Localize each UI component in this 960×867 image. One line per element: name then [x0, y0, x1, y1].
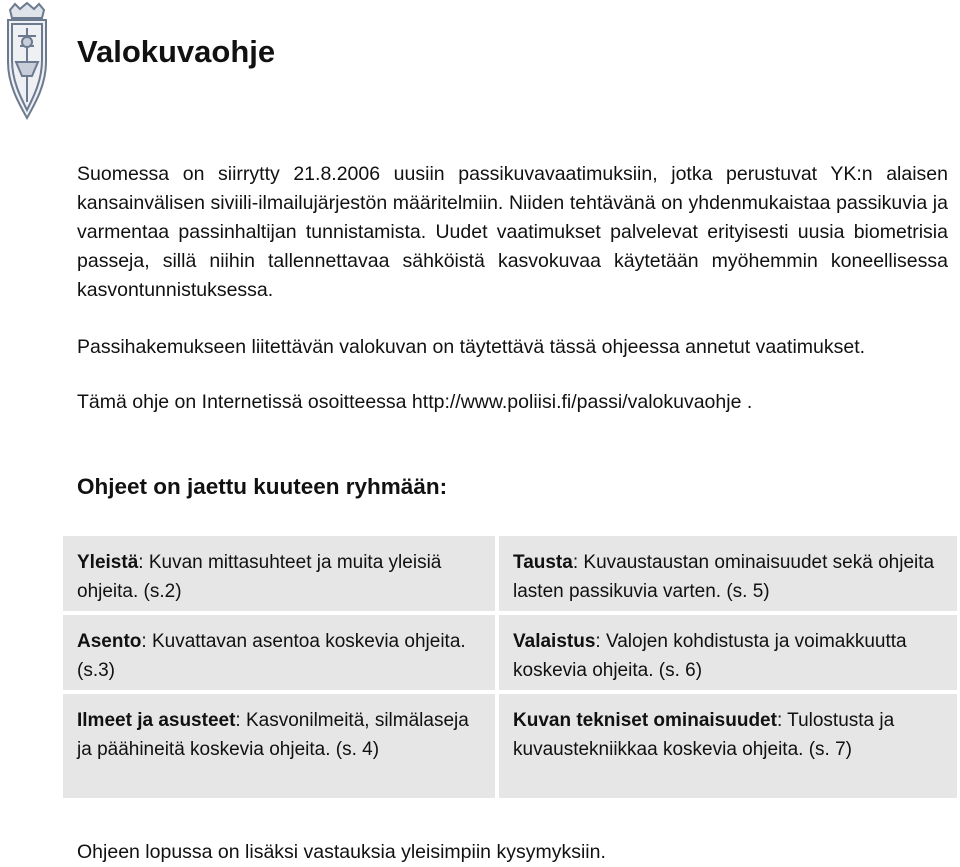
- group-heading: Valaistus: [513, 631, 596, 652]
- internet-address-paragraph: Tämä ohje on Internetissä osoitteessa http://www.poliisi.fi/passi/valokuvaohje .: [77, 391, 753, 413]
- group-description: : Kasvonilmeitä, silmälaseja ja päähineitä koskevia ohjeita. (s. 4): [77, 710, 469, 760]
- group-description: : Valojen kohdistusta ja voimakkuutta koskevia ohjeita. (s. 6): [513, 631, 907, 681]
- group-description: : Kuvaustaustan ominaisuudet sekä ohjeita lasten passikuvia varten. (s. 5): [513, 552, 935, 602]
- intro-paragraph: Suomessa on siirrytty 21.8.2006 uusiin passikuvavaatimuksiin, jotka perustuvat YK:n alaisen kansainvälisen siviili-ilmailujärjestön määritelmiin. Niiden tehtävänä on yhdenmukaistaa passikuvia ja varmentaa passinhaltijan tunnistamista. Uudet vaatimukset palvelevat erityisesti uusia biometrisia passeja, sillä niihin tallennettavaa sähköistä kasvokuvaa käytetään myöhemmin koneellisessa kasvontunnistuksessa.: [77, 163, 948, 301]
- group-heading: Kuvan tekniset ominaisuudet: [513, 710, 777, 731]
- footer-note: Ohjeen lopussa on lisäksi vastauksia yleisimpiin kysymyksiin.: [77, 841, 606, 863]
- group-heading: Asento: [77, 631, 142, 652]
- group-card-background: [499, 536, 957, 611]
- group-card-general: [63, 536, 495, 611]
- group-description: : Tulostusta ja kuvaustekniikkaa koskevia ohjeita. (s. 7): [513, 710, 895, 760]
- group-card-lighting: [499, 615, 957, 690]
- page-title: Valokuvaohje: [77, 34, 276, 69]
- group-heading: Tausta: [513, 552, 573, 573]
- police-emblem-icon: [2, 2, 52, 120]
- requirement-paragraph: Passihakemukseen liitettävän valokuvan on täytettävä tässä ohjeessa annetut vaatimukset.: [77, 336, 866, 358]
- groups-heading: Ohjeet on jaettu kuuteen ryhmään:: [77, 474, 448, 499]
- group-card-expressions: [63, 694, 495, 798]
- group-heading: Yleistä: [77, 552, 139, 573]
- group-description: : Kuvattavan asentoa koskevia ohjeita. (s.3): [77, 631, 466, 681]
- group-card-posture: [63, 615, 495, 690]
- group-card-technical: [499, 694, 957, 798]
- group-description: : Kuvan mittasuhteet ja muita yleisiä ohjeita. (s.2): [77, 552, 442, 602]
- group-heading: Ilmeet ja asusteet: [77, 710, 236, 731]
